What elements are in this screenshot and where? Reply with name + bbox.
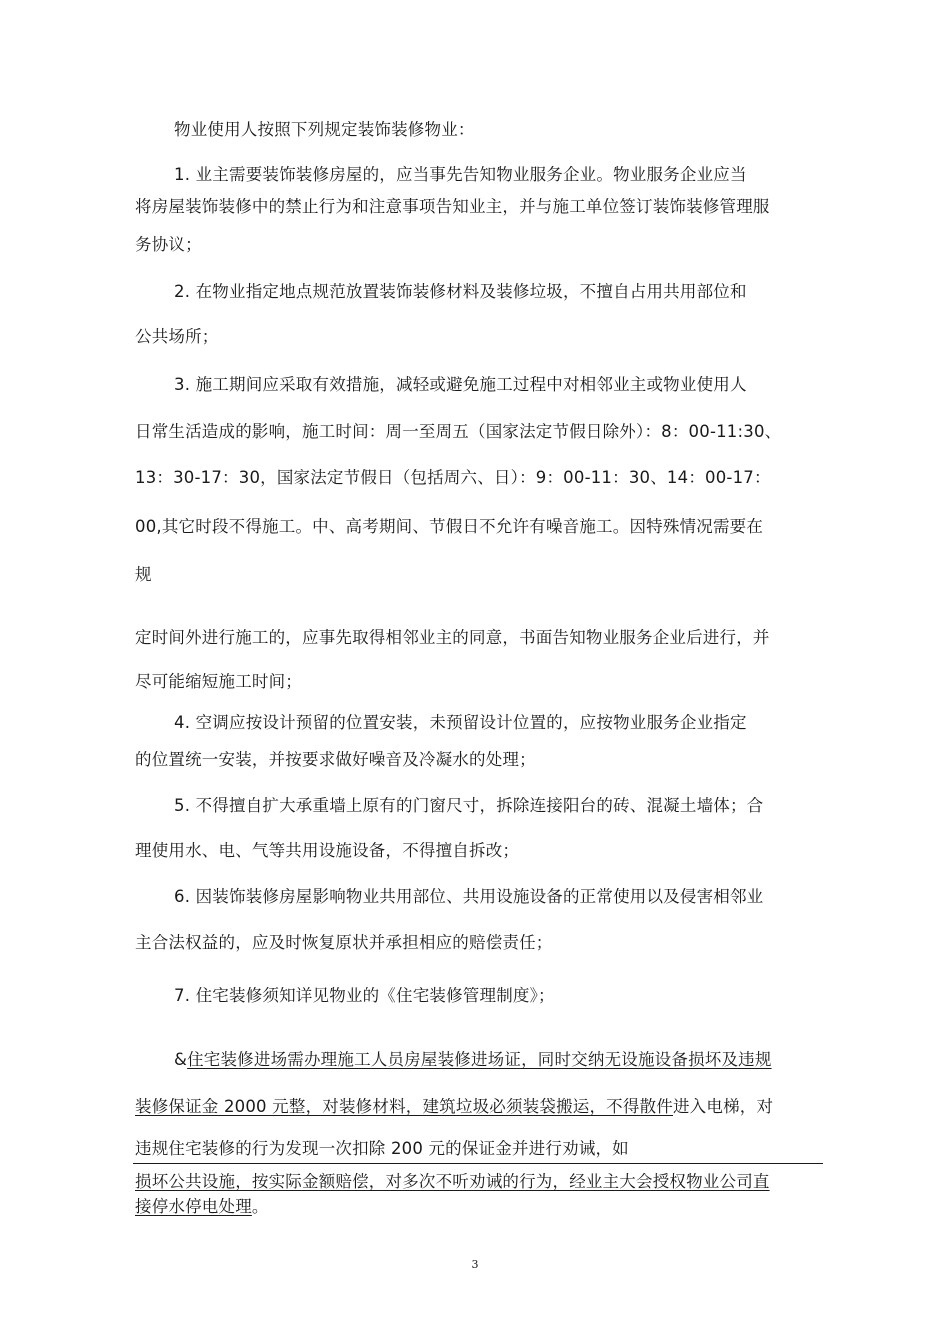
- item-8-line-5: [135, 1196, 269, 1218]
- item-8-line-1-text: 住宅装修进场需办理施工人员房屋装修进场证，同时交纳无设施设备损坏及违规: [187, 1050, 772, 1069]
- item-5-line-1: 5. 不得擅自扩大承重墙上原有的门窗尺寸，拆除连接阳台的砖、混凝土墙体；合: [174, 796, 764, 815]
- item-1-line-3: 务协议；: [135, 235, 202, 254]
- item-3-line-1: 3. 施工期间应采取有效措施，减轻或避免施工过程中对相邻业主或物业使用人: [174, 375, 747, 394]
- item-8-line-4: [135, 1171, 770, 1193]
- item-4-line-2: 的位置统一安装，并按要求做好噪音及冷凝水的处理；: [135, 750, 536, 769]
- item-3-line-5: 规: [135, 565, 152, 584]
- item-8-line-3: 违规住宅装修的行为发现一次扣除 200 元的保证金并进行劝诫，如: [135, 1139, 629, 1158]
- item-6-line-1: 6. 因装饰装修房屋影响物业共用部位、共用设施设备的正常使用以及侵害相邻业: [174, 887, 764, 906]
- item-8-prefix: &: [174, 1050, 188, 1069]
- item-5-line-2: 理使用水、电、气等共用设施设备，不得擅自拆改；: [135, 841, 520, 860]
- item-4-line-1: 4. 空调应按设计预留的位置安装，未预留设计位置的，应按物业服务企业指定: [174, 713, 747, 732]
- item-3-line-2: 日常生活造成的影响，施工时间：周一至周五（国家法定节假日除外）：8：00-11:30、: [135, 422, 782, 441]
- item-8-line-2-underlined: 装修保证金 2000 元整，对装修材料，建筑垃圾必须装袋搬运，不得散件: [135, 1097, 673, 1116]
- item-7-line-1: 7. 住宅装修须知详见物业的《住宅装修管理制度》；: [174, 986, 555, 1005]
- item-8-line-2: [135, 1096, 773, 1118]
- item-8-line-1: [174, 1049, 772, 1071]
- item-1-line-1: 1. 业主需要装饰装修房屋的，应当事先告知物业服务企业。物业服务企业应当: [174, 165, 747, 184]
- item-3-line-6: 定时间外进行施工的，应事先取得相邻业主的同意，书面告知物业服务企业后进行，并: [135, 628, 770, 647]
- item-2-line-1: 2. 在物业指定地点规范放置装饰装修材料及装修垃圾，不擅自占用共用部位和: [174, 282, 747, 301]
- item-1-line-2: 将房屋装饰装修中的禁止行为和注意事项告知业主，并与施工单位签订装饰装修管理服: [135, 197, 770, 216]
- item-8-line-5-underlined: 接停水停电处理: [135, 1197, 252, 1216]
- item-6-line-2: 主合法权益的，应及时恢复原状并承担相应的赔偿责任；: [135, 933, 553, 952]
- item-3-line-7: 尽可能缩短施工时间；: [135, 672, 302, 691]
- item-2-line-2: 公共场所；: [135, 327, 219, 346]
- horizontal-rule: [133, 1163, 823, 1164]
- item-8-line-4-text: 损坏公共设施，按实际金额赔偿，对多次不听劝诫的行为，经业主大会授权物业公司直: [135, 1172, 770, 1191]
- item-3-line-3: 13：30-17：30，国家法定节假日（包括周六、日）：9：00-11：30、14：00-17：: [135, 468, 771, 487]
- item-8-line-2-plain: 进入电梯，对: [672, 1097, 774, 1116]
- item-8-line-5-plain: 。: [251, 1197, 269, 1216]
- item-3-line-4: 00,其它时段不得施工。中、高考期间、节假日不允许有噪音施工。因特殊情况需要在: [135, 517, 764, 536]
- page-number: 3: [471, 1258, 479, 1271]
- intro-text: 物业使用人按照下列规定装饰装修物业：: [174, 120, 475, 139]
